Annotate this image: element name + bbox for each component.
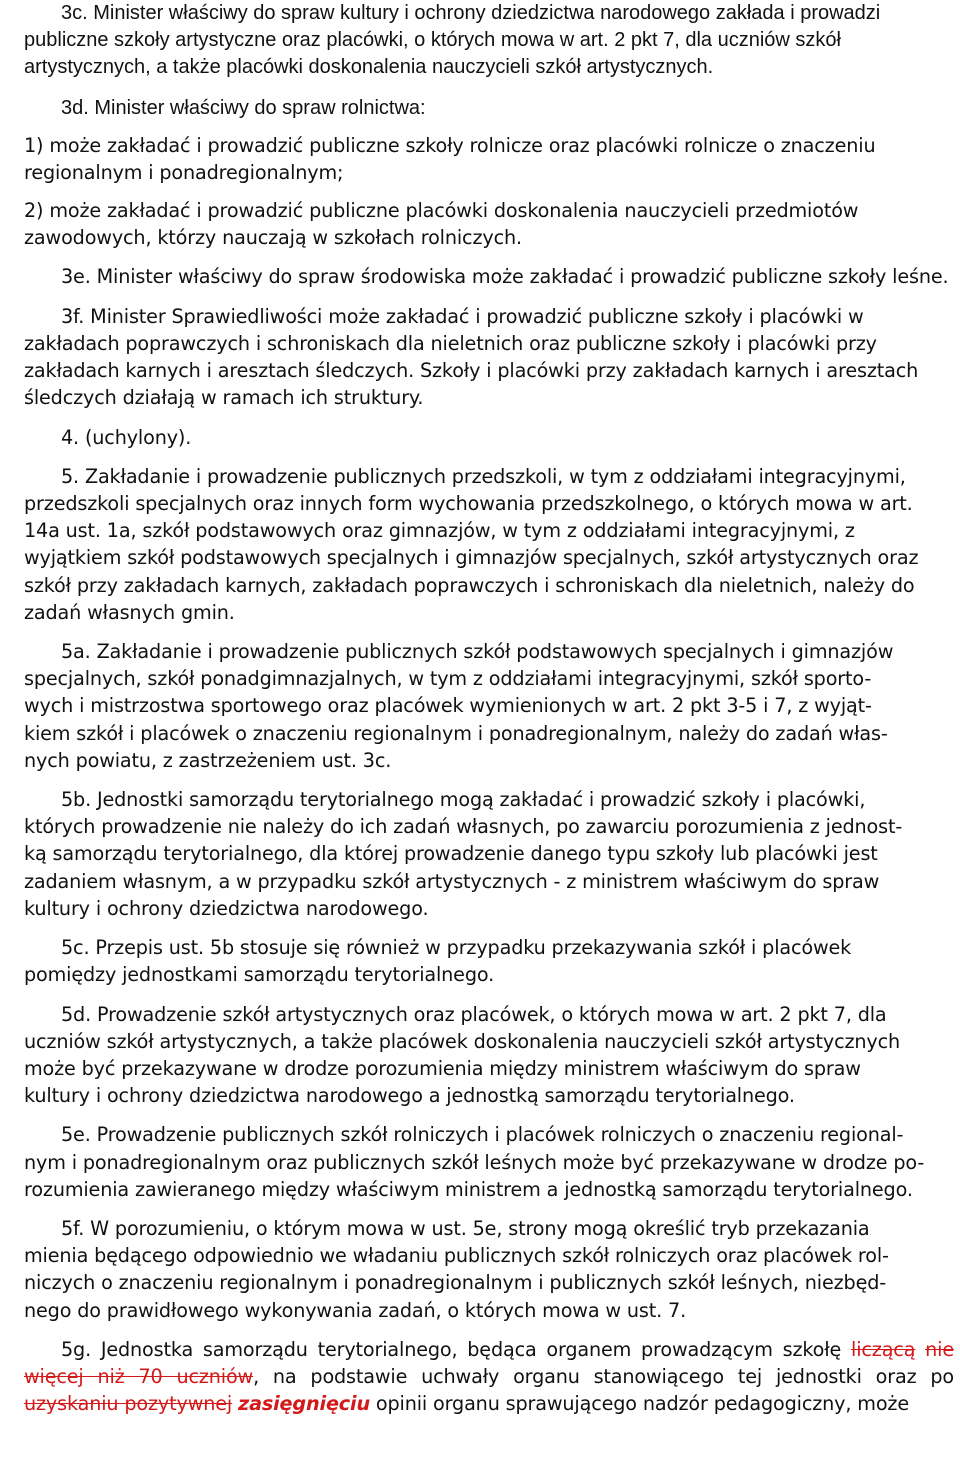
paragraph-3d-item-2: 2) może zakładać i prowadzić publiczne placówki doskonalenia nauczycieli przedmiotów zawodowych, którzy nauczają w szkołach rolniczych. [24,199,859,250]
paragraph-5g-text-3: opinii organu sprawującego nadzór pedagogiczny, może [369,1392,909,1416]
paragraph-5b [24,786,954,922]
text-line: nych powiatu, z zastrzeżeniem ust. 3c. [24,748,392,772]
text-line: 5c. Przepis ust. 5b stosuje się również w przypadku przekazywania szkół i placówek [61,936,852,960]
paragraph-5g-text-1: 5g. Jednostka samorządu terytorialnego, będąca organem prowadzącym szkołę [61,1337,852,1361]
paragraph-5a [24,638,954,774]
paragraph-5e [24,1121,954,1203]
paragraph-4: 4. (uchylony). [61,425,192,449]
paragraph-3d-item-1: 1) może zakładać i prowadzić publiczne szkoły rolnicze oraz placówki rolnicze o znaczeniu regionalnym i ponadregionalnym; [24,133,876,185]
text-line: 5b. Jednostki samorządu terytorialnego mogą zakładać i prowadzić szkoły i placówki, [61,788,866,812]
text-line: kultury i ochrony dziedzictwa narodowego a jednostką samorządu terytorialnego. [24,1084,795,1108]
inserted-text: zasięgnięciu [238,1392,370,1416]
text-line: uczniów szkół artystycznych, a także placówek doskonalenia nauczycieli szkół artystycznych [24,1029,901,1053]
paragraph-3e: 3e. Minister właściwy do spraw środowiska może zakładać i prowadzić publiczne szkoły leśne. [61,264,949,288]
text-line: kiem szkół i placówek o znaczeniu regionalnym i ponadregionalnym, należy do zadań włas- [24,721,888,745]
deleted-text: nie więcej niż 70 uczniów [24,1337,954,1388]
text-line: nym i ponadregionalnym oraz publicznych szkół leśnych może być przekazywane w drodze po- [24,1150,925,1174]
text-line: 5d. Prowadzenie szkół artystycznych oraz placówek, o których mowa w art. 2 pkt 7, dla [61,1002,887,1026]
paragraph-5c [24,934,954,988]
text-line: nego do prawidłowego wykonywania zadań, o których mowa w ust. 7. [24,1298,687,1322]
paragraph-5f [24,1215,954,1324]
text-line: zadaniem własnym, a w przypadku szkół artystycznych - z ministrem właściwym do spraw [24,869,880,893]
paragraph-5d [24,1001,954,1110]
paragraph-3c: 3c. Minister właściwy do spraw kultury i ochrony dziedzictwa narodowego zakłada i prowadzi publiczne szkoły artystyczne oraz placówki, o których mowa w art. 2 pkt 7, dla uczniów szkół artystycznych, a także placówki doskonalenia nauczycieli szkół artystycznych. [24,2,881,79]
text-line: ką samorządu terytorialnego, dla której prowadzenie danego typu szkoły lub placówki jest [24,842,878,866]
text-line: niczych o znaczeniu regionalnym i ponadregionalnym i publicznych szkół leśnych, niezbęd- [24,1271,887,1295]
text-line: których prowadzenie nie należy do ich zadań własnych, po zawarciu porozumienia z jednost- [24,815,903,839]
paragraph-3f: 3f. Minister Sprawiedliwości może zakładać i prowadzić publiczne szkoły i placówki w zakładach poprawczych i schroniskach dla nieletnich oraz publiczne szkoły i placówki przy zakładach karnych i aresztach śledczych. Szkoły i placówki przy zakładach karnych i aresztach śledczych działają w ramach ich struktury. [24,304,919,410]
text-line: mienia będącego odpowiednio we władaniu publicznych szkół rolniczych oraz placówek rol- [24,1244,889,1268]
paragraph-5: 5. Zakładanie i prowadzenie publicznych przedszkoli, w tym z oddziałami integracyjnymi, przedszkoli specjalnych oraz innych form wychowania przedszkolnego, o których mowa w art. 14a ust. 1a, szkół podstawowych oraz gimnazjów, w tym z oddziałami integracyjnymi, z wyjątkiem szkół podstawowych specjalnych i gimnazjów specjalnych, szkół artystycznych oraz szkół przy zakładach karnych, zakładach poprawczych i schroniskach dla nieletnich, należy do zadań własnych gmin. [24,464,919,624]
paragraph-3d: 3d. Minister właściwy do spraw rolnictwa: [61,96,426,119]
text-line: 5a. Zakładanie i prowadzenie publicznych szkół podstawowych specjalnych i gimnazjów [61,640,894,664]
text-line: 5e. Prowadzenie publicznych szkół rolniczych i placówek rolniczych o znaczeniu regional- [61,1123,904,1147]
deleted-text: liczącą [851,1337,916,1361]
text-line: pomiędzy jednostkami samorządu terytorialnego. [24,963,495,987]
paragraph-5g-text-2: , na podstawie uchwały organu stanowiącego tej jednostki oraz po [253,1364,954,1388]
deleted-text: uzyskaniu pozytywnej [24,1392,233,1416]
text-line: wych i mistrzostwa sportowego oraz placówek wymienionych w art. 2 pkt 3-5 i 7, z wyjąt- [24,694,872,718]
paragraph-5g [24,1336,954,1418]
text-line: 5f. W porozumieniu, o którym mowa w ust. 5e, strony mogą określić tryb przekazania [61,1216,870,1240]
text-line: specjalnych, szkół ponadgimnazjalnych, w tym z oddziałami integracyjnymi, szkół sporto- [24,667,872,691]
text-line: może być przekazywane w drodze porozumienia między ministrem właściwym do spraw [24,1056,861,1080]
text-line: kultury i ochrony dziedzictwa narodowego. [24,896,429,920]
text-line: rozumienia zawieranego między właściwym ministrem a jednostką samorządu terytorialnego. [24,1177,913,1201]
